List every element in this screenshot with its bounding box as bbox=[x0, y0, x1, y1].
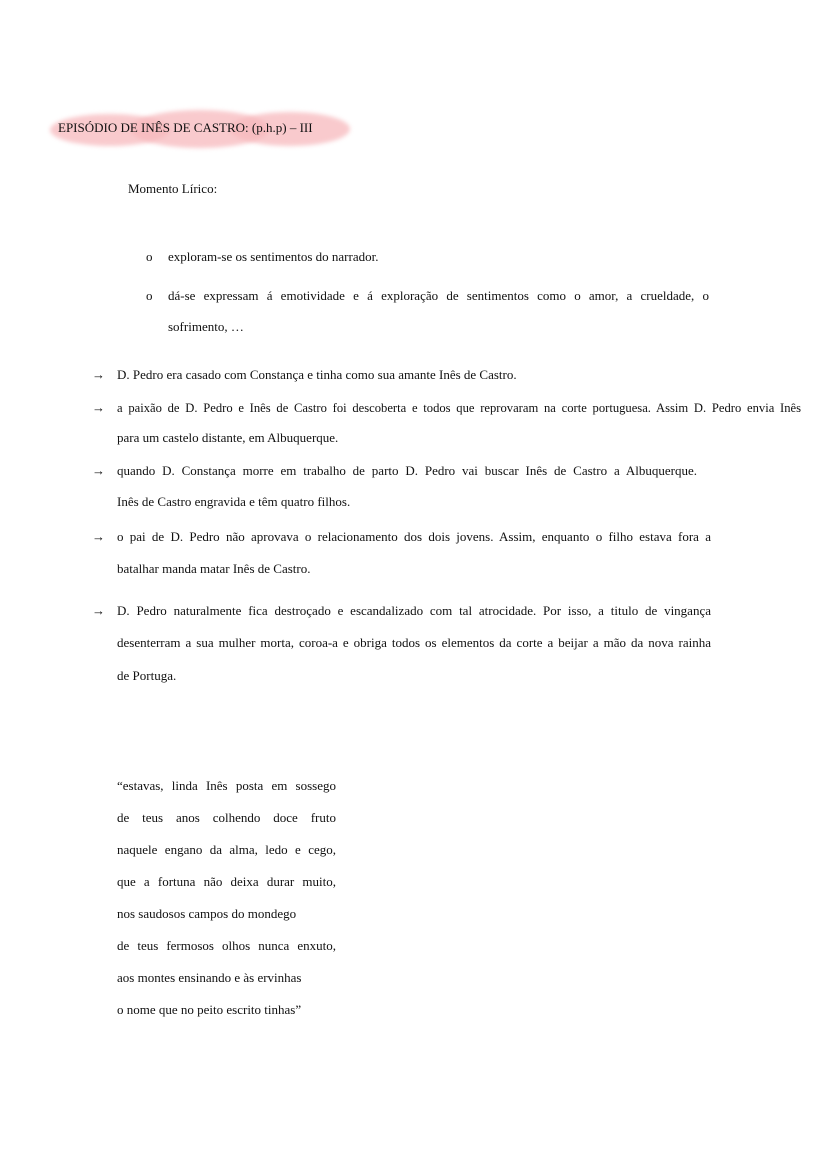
arrow-icon: → bbox=[92, 603, 105, 618]
section-heading: Momento Lírico: bbox=[128, 181, 218, 196]
poem-line: naquele engano da alma, ledo e cego, bbox=[117, 842, 336, 857]
arrow-icon: → bbox=[92, 463, 105, 478]
arrow-item-text: Inês de Castro engravida e têm quatro filhos. bbox=[117, 494, 351, 509]
arrow-item-text: de Portuga. bbox=[117, 668, 177, 683]
poem-line: aos montes ensinando e às ervinhas bbox=[117, 970, 302, 985]
arrow-item-text: para um castelo distante, em Albuquerque. bbox=[117, 430, 339, 445]
arrow-item-text: o pai de D. Pedro não aprovava o relacionamento dos dois jovens. Assim, enquanto o filho estava fora a bbox=[117, 529, 711, 544]
arrow-item-text: desenterram a sua mulher morta, coroa-a e obriga todos os elementos da corte a beijar a mão da nova rainha bbox=[117, 635, 711, 650]
poem-line: nos saudosos campos do mondego bbox=[117, 906, 297, 921]
bullet-text: dá-se expressam á emotividade e á exploração de sentimentos como o amor, a crueldade, o bbox=[168, 288, 709, 303]
bullet-marker: o bbox=[146, 288, 153, 303]
poem-line: de teus anos colhendo doce fruto bbox=[117, 810, 336, 825]
bullet-marker: o bbox=[146, 249, 153, 264]
poem-line: de teus fermosos olhos nunca enxuto, bbox=[117, 938, 336, 953]
poem-line: “estavas, linda Inês posta em sossego bbox=[117, 778, 336, 793]
poem-line: o nome que no peito escrito tinhas” bbox=[117, 1002, 302, 1017]
arrow-item-text: batalhar manda matar Inês de Castro. bbox=[117, 561, 311, 576]
arrow-icon: → bbox=[92, 400, 105, 415]
arrow-item-text: D. Pedro naturalmente fica destroçado e escandalizado com tal atrocidade. Por isso, a titulo de vingança bbox=[117, 603, 711, 618]
arrow-icon: → bbox=[92, 529, 105, 544]
bullet-text: sofrimento, … bbox=[168, 319, 244, 334]
title-highlight bbox=[50, 108, 350, 150]
poem-line: que a fortuna não deixa durar muito, bbox=[117, 874, 336, 889]
arrow-item-text: D. Pedro era casado com Constança e tinha como sua amante Inês de Castro. bbox=[117, 367, 517, 382]
arrow-item-text: a paixão de D. Pedro e Inês de Castro foi descoberta e todos que reprovaram na corte portuguesa. Assim D. Pedro envia Inês bbox=[117, 401, 801, 415]
bullet-text: exploram-se os sentimentos do narrador. bbox=[168, 249, 379, 264]
arrow-item-text: quando D. Constança morre em trabalho de parto D. Pedro vai buscar Inês de Castro a Albuquerque. bbox=[117, 463, 697, 478]
arrow-icon: → bbox=[92, 367, 105, 382]
page-title: EPISÓDIO DE INÊS DE CASTRO: (p.h.p) – III bbox=[58, 120, 313, 135]
